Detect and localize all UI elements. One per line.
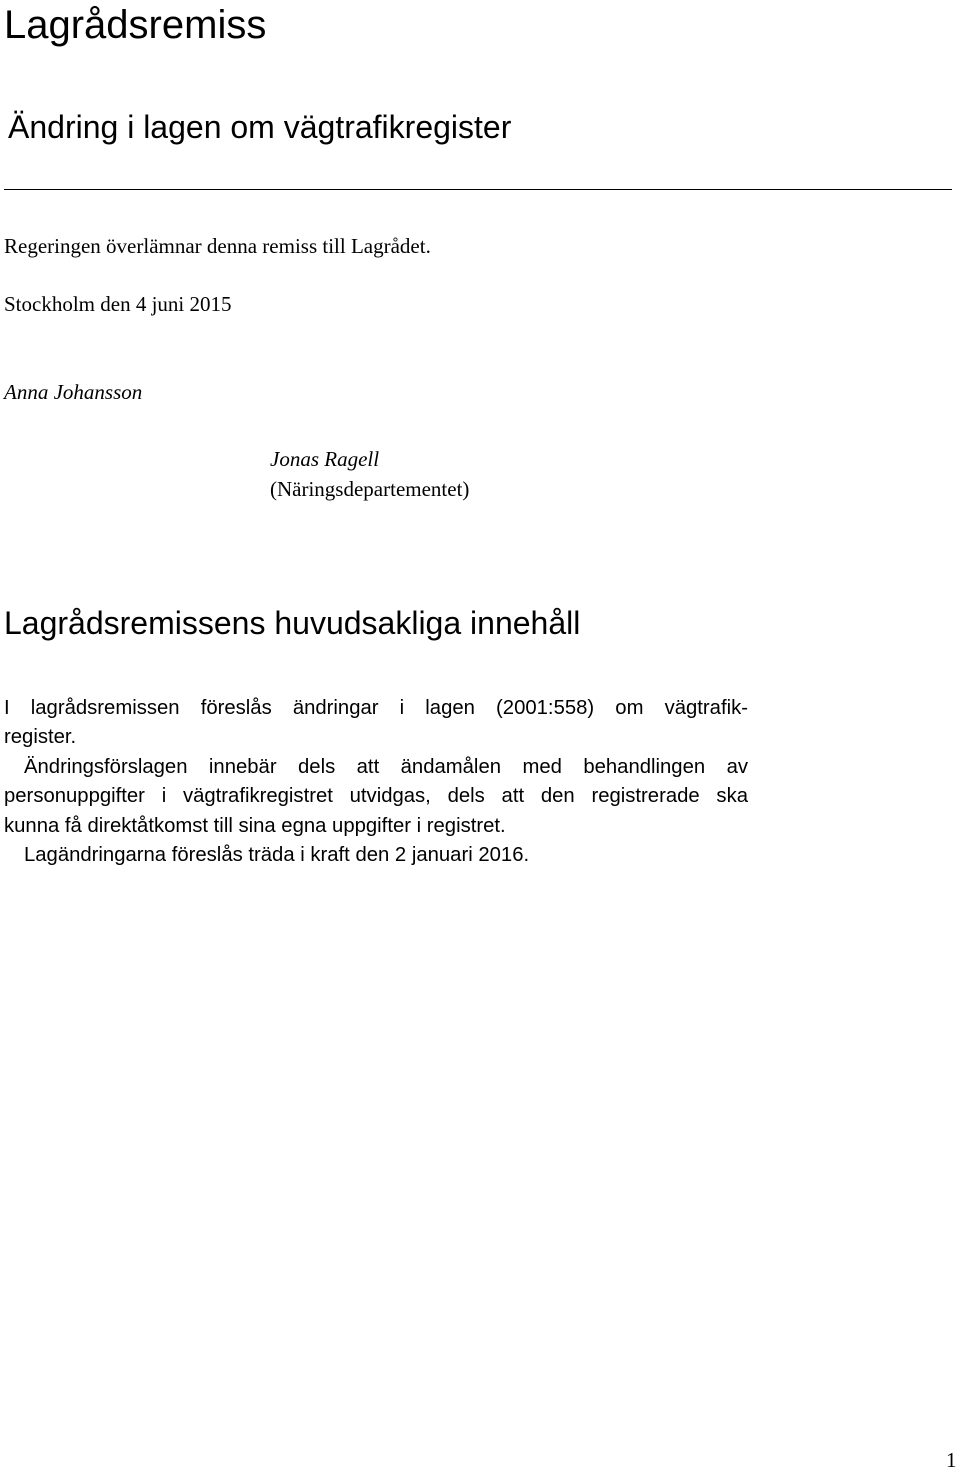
summary-line: personuppgifter i vägtrafikregistret utvidgas, dels att den registrerade ska	[4, 785, 748, 808]
summary-line: kunna få direktåtkomst till sina egna uppgifter i registret.	[4, 814, 506, 837]
summary-line: register.	[4, 726, 77, 749]
page-number: 1	[946, 1448, 957, 1472]
section-heading: Lagrådsremissens huvudsakliga innehåll	[4, 605, 581, 641]
department-name: (Näringsdepartementet)	[270, 477, 470, 501]
document-subtitle: Ändring i lagen om vägtrafikregister	[8, 109, 512, 145]
place-and-date: Stockholm den 4 juni 2015	[4, 292, 232, 316]
signatory-minister: Anna Johansson	[4, 380, 143, 404]
horizontal-rule	[4, 189, 952, 190]
summary-paragraphs	[4, 694, 748, 870]
signatory-official: Jonas Ragell	[270, 447, 380, 471]
summary-line: I lagrådsremissen föreslås ändringar i lagen (2001:558) om vägtrafik-	[4, 697, 748, 719]
summary-line: Lagändringarna föreslås träda i kraft den 2 januari 2016.	[24, 844, 530, 867]
remit-statement: Regeringen överlämnar denna remiss till Lagrådet.	[4, 234, 431, 258]
summary-line: Ändringsförslagen innebär dels att ändamålen med behandlingen av	[24, 755, 748, 778]
document-title: Lagrådsremiss	[4, 3, 267, 47]
